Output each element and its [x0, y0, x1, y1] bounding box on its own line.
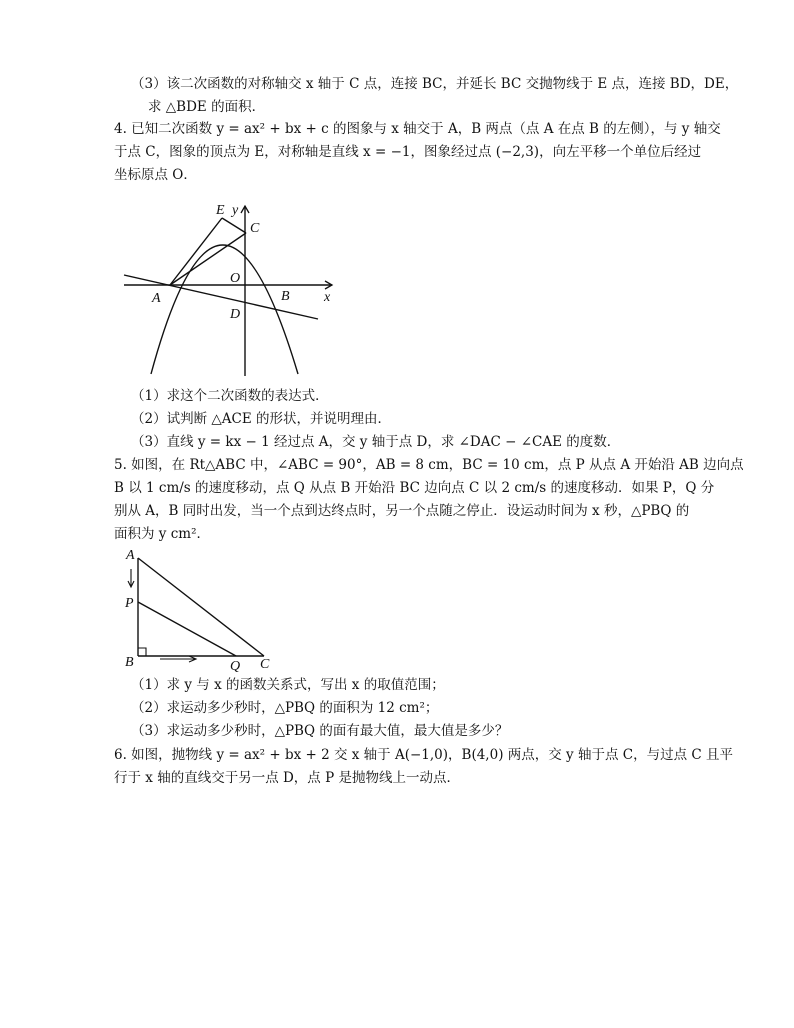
problem4-part3: （3）直线 y = kx − 1 经过点 A，交 y 轴于点 D，求 ∠DAC − ∠CAE 的度数．	[131, 434, 621, 450]
problem4-part2: （2）试判断 △ACE 的形状，并说明理由．	[131, 411, 391, 427]
problem4-stem-line1: 4. 已知二次函数 y = ax² + bx + c 的图象与 x 轴交于 A，B 两点（点 A 在点 B 的左侧），与 y 轴交	[114, 121, 721, 137]
problem3-part3-line1: （3）该二次函数的对称轴交 x 轴于 C 点，连接 BC，并延长 BC 交抛物线于 E 点，连接 BD，DE，	[131, 76, 739, 92]
problem5-triangle-figure	[118, 545, 288, 672]
label-c: C	[260, 657, 270, 672]
right-angle-mark	[138, 648, 146, 656]
side-ac	[138, 558, 264, 656]
label-p: P	[125, 596, 134, 611]
label-d: D	[230, 307, 241, 322]
label-b: B	[125, 655, 134, 670]
segment-ec	[222, 218, 246, 233]
problem4-part1: （1）求这个二次函数的表达式．	[131, 388, 329, 404]
segment-ae	[170, 218, 222, 285]
label-a: A	[126, 548, 135, 563]
label-e: E	[216, 203, 225, 218]
segment-pq	[138, 602, 236, 656]
problem5-part2: （2）求运动多少秒时，△PBQ 的面积为 12 cm²；	[131, 700, 439, 716]
problem6-stem-line2: 行于 x 轴的直线交于另一点 D，点 P 是抛物线上一动点．	[114, 770, 460, 786]
label-b: B	[281, 289, 290, 304]
problem5-stem-line3: 别从 A，B 同时出发，当一个点到达终点时，另一个点随之停止．设运动时间为 x 秒，△PBQ 的	[114, 503, 690, 519]
problem5-stem-line2: B 以 1 cm/s 的速度移动，点 Q 从点 B 开始沿 BC 边向点 C 以 2 cm/s 的速度移动．如果 P，Q 分	[114, 480, 715, 496]
problem6-stem-line1: 6. 如图，抛物线 y = ax² + bx + 2 交 x 轴于 A(−1,0)，B(4,0) 两点，交 y 轴于点 C，与过点 C 且平	[114, 747, 733, 763]
label-a: A	[152, 291, 161, 306]
problem5-stem-line4: 面积为 y cm²．	[114, 526, 210, 542]
problem4-parabola-figure	[118, 196, 338, 378]
problem5-stem-line1: 5. 如图，在 Rt△ABC 中，∠ABC = 90°，AB = 8 cm，BC = 10 cm，点 P 从点 A 开始沿 AB 边向点	[114, 457, 744, 473]
label-q: Q	[230, 659, 241, 672]
problem4-stem-line3: 坐标原点 O．	[114, 167, 197, 183]
label-o: O	[230, 271, 241, 286]
label-x: x	[324, 290, 331, 305]
problem3-part3-line2: 求 △BDE 的面积．	[148, 99, 266, 115]
label-c: C	[250, 221, 260, 236]
problem4-stem-line2: 于点 C，图象的顶点为 E，对称轴是直线 x = −1，图象经过点 (−2,3)，向左平移一个单位后经过	[114, 144, 702, 160]
problem5-part1: （1）求 y 与 x 的函数关系式，写出 x 的取值范围；	[131, 677, 445, 693]
label-y: y	[232, 203, 239, 218]
problem5-part3: （3）求运动多少秒时，△PBQ 的面有最大值，最大值是多少？	[131, 723, 509, 739]
